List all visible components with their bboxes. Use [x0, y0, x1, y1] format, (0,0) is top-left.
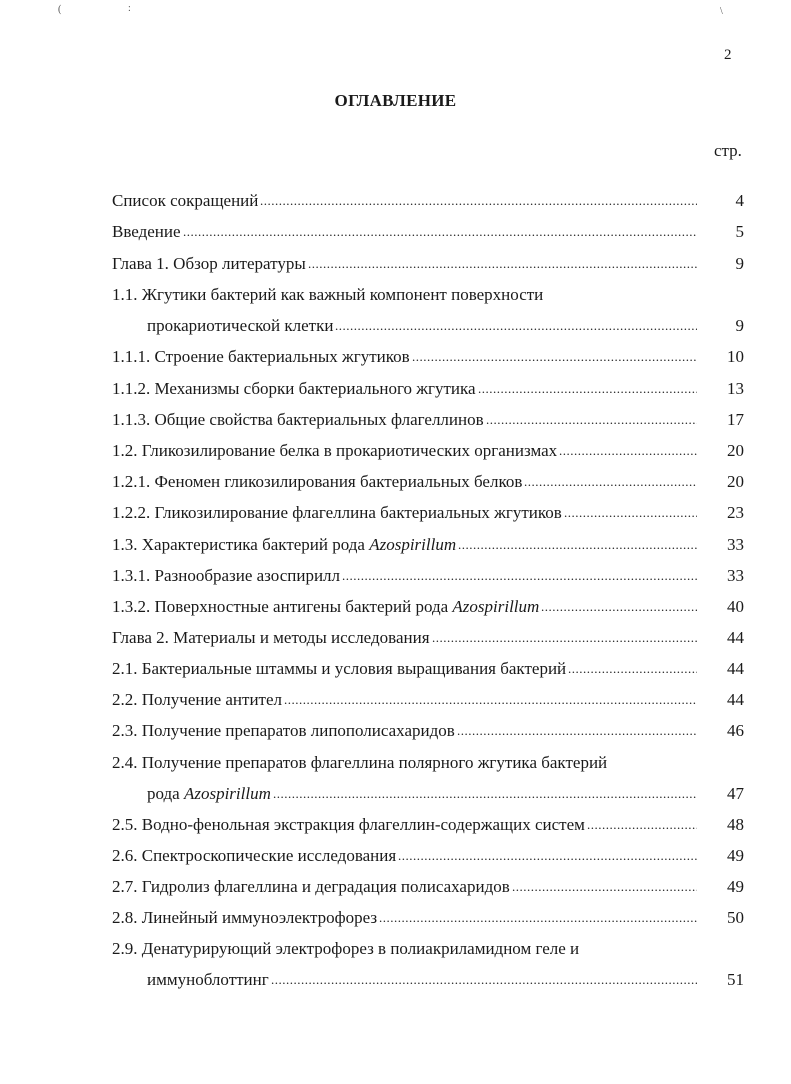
toc-page-number: 23 — [727, 503, 744, 522]
leader-dots — [260, 190, 697, 212]
toc-entry-title: 2.9. Денатурирующий электрофорез в полиакриламидном геле и — [112, 939, 580, 958]
toc-entry — [0, 440, 744, 462]
toc-page-number: 33 — [727, 535, 744, 554]
page-number: 2 — [724, 47, 732, 63]
scan-mark: : — [128, 3, 131, 14]
toc-entry — [0, 284, 744, 306]
toc-entry — [0, 627, 744, 649]
toc-entry-title: 2.4. Получение препаратов флагеллина полярного жгутика бактерий — [112, 753, 608, 772]
leader-dots — [342, 565, 697, 587]
toc-page-number: 9 — [735, 316, 744, 335]
toc-entry — [0, 658, 744, 680]
toc-page-number: 49 — [727, 846, 744, 865]
leader-dots — [478, 378, 697, 400]
toc-entry — [0, 565, 744, 587]
leader-dots — [183, 221, 697, 243]
leader-dots — [458, 534, 697, 556]
toc-entry-title: 2.8. Линейный иммуноэлектрофорез — [112, 908, 378, 927]
toc-entry-title: 1.1.2. Механизмы сборки бактериального жгутика — [112, 379, 476, 398]
toc-page-number: 13 — [727, 379, 744, 398]
toc-page-number: 50 — [727, 908, 744, 927]
toc-entry-title: рода Azospirillum — [147, 784, 271, 803]
toc-page-number: 4 — [735, 191, 744, 210]
toc-entry-title: 2.2. Получение антител — [112, 690, 282, 709]
toc-page-number: 49 — [727, 877, 744, 896]
toc-entry — [0, 720, 744, 742]
toc-entry-title: Список сокращений — [112, 191, 259, 210]
toc-entry — [0, 907, 744, 929]
toc-entry — [0, 534, 744, 556]
leader-dots — [398, 845, 697, 867]
toc-page-number: 44 — [727, 659, 744, 678]
toc-entry — [0, 409, 744, 431]
leader-dots — [271, 969, 697, 991]
toc-page-number: 40 — [727, 597, 744, 616]
toc-entry-title: 1.2.2. Гликозилирование флагеллина бактериальных жгутиков — [112, 503, 562, 522]
toc-entry — [0, 596, 744, 618]
toc-entry-title: Введение — [112, 222, 181, 241]
toc-entry-title: 1.1.1. Строение бактериальных жгутиков — [112, 347, 410, 366]
toc-entry — [0, 471, 744, 493]
leader-dots — [335, 315, 697, 337]
toc-entry-title: 1.3.1. Разнообразие азоспирилл — [112, 566, 341, 585]
toc-page-number: 48 — [727, 815, 744, 834]
toc-entry-title: 1.2.1. Феномен гликозилирования бактериальных белков — [112, 472, 523, 491]
page-title: ОГЛАВЛЕНИЕ — [334, 91, 457, 110]
leader-dots — [432, 627, 697, 649]
leader-dots — [524, 471, 697, 493]
leader-dots — [541, 596, 697, 618]
toc-page-number: 20 — [727, 472, 744, 491]
pages-column-label: стр. — [714, 141, 742, 160]
toc-entry-title: 2.6. Спектроскопические исследования — [112, 846, 397, 865]
toc-entry-title: 2.7. Гидролиз флагеллина и деградация полисахаридов — [112, 877, 510, 896]
toc-entry-title: 1.1.3. Общие свойства бактериальных флагеллинов — [112, 410, 484, 429]
toc-entry — [0, 315, 744, 337]
leader-dots — [412, 346, 697, 368]
toc-entry-title: иммуноблоттинг — [147, 970, 269, 989]
leader-dots — [308, 253, 697, 275]
toc-entry-title: 1.3.2. Поверхностные антигены бактерий рода Azospirillum — [112, 597, 540, 616]
toc-entry — [0, 346, 744, 368]
leader-dots — [486, 409, 697, 431]
toc-entry — [0, 502, 744, 524]
scan-mark: ( — [58, 4, 62, 15]
toc-page-number: 44 — [727, 690, 744, 709]
leader-dots — [587, 814, 697, 836]
leader-dots — [379, 907, 697, 929]
toc-entry — [0, 969, 744, 991]
toc-page-number: 10 — [727, 347, 744, 366]
toc-entry — [0, 190, 744, 212]
leader-dots — [568, 658, 697, 680]
scan-mark: \ — [720, 6, 723, 17]
leader-dots — [559, 440, 697, 462]
toc-entry-title: 1.2. Гликозилирование белка в прокариотических организмах — [112, 441, 558, 460]
leader-dots — [564, 502, 697, 524]
leader-dots — [273, 783, 697, 805]
toc-page-number: 47 — [727, 784, 744, 803]
toc-entry-title: прокариотической клетки — [147, 316, 334, 335]
toc-entry — [0, 221, 744, 243]
toc-entry — [0, 814, 744, 836]
toc-entry — [0, 378, 744, 400]
toc-entry — [0, 876, 744, 898]
toc-entry — [0, 783, 744, 805]
toc-page-number: 5 — [735, 222, 744, 241]
toc-entry — [0, 689, 744, 711]
toc-entry — [0, 845, 744, 867]
toc-page-number: 17 — [727, 410, 744, 429]
toc-entry — [0, 938, 744, 960]
toc-page-number: 51 — [727, 970, 744, 989]
leader-dots — [284, 689, 697, 711]
toc-page-number: 20 — [727, 441, 744, 460]
leader-dots — [457, 720, 697, 742]
toc-page-number: 44 — [727, 628, 744, 647]
toc-entry-title: 2.3. Получение препаратов липополисахаридов — [112, 721, 455, 740]
toc-entry-title: 1.3. Характеристика бактерий рода Azospirillum — [112, 535, 457, 554]
leader-dots — [512, 876, 697, 898]
toc-entry-title: Глава 1. Обзор литературы — [112, 254, 306, 273]
toc-entry — [0, 752, 744, 774]
toc-entry-title: Глава 2. Материалы и методы исследования — [112, 628, 430, 647]
toc-entry-title: 1.1. Жгутики бактерий как важный компонент поверхности — [112, 285, 544, 304]
toc-page-number: 46 — [727, 721, 744, 740]
toc-entry — [0, 253, 744, 275]
toc-page-number: 33 — [727, 566, 744, 585]
toc-entry-title: 2.1. Бактериальные штаммы и условия выращивания бактерий — [112, 659, 567, 678]
toc-entry-title: 2.5. Водно-фенольная экстракция флагеллин-содержащих систем — [112, 815, 585, 834]
toc-page-number: 9 — [735, 254, 744, 273]
